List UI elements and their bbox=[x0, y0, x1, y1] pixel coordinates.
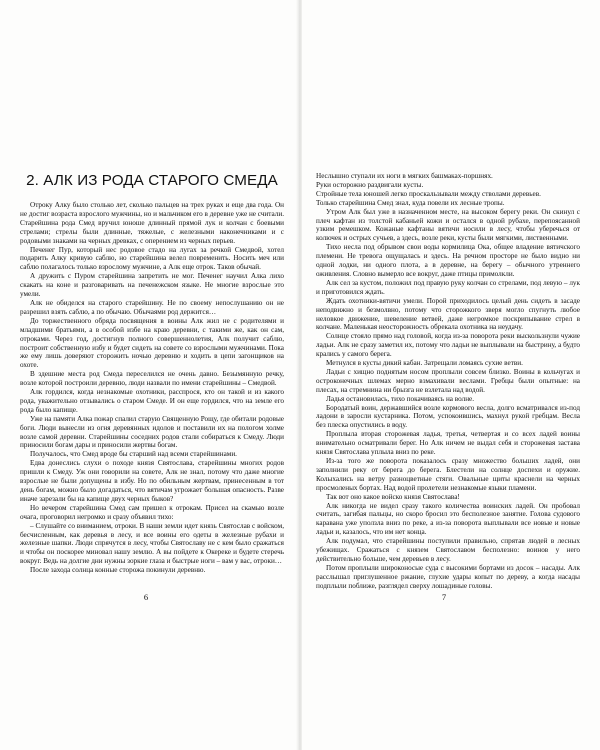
paragraph: Неслышно ступали их ноги в мягких башмаках-поршнях. bbox=[316, 172, 493, 180]
paragraph: А дружить с Пуром старейшина запретить не мог. Печенег научил Алка лихо скакать на коне и разговаривать на печенежском языке. Не многие взрослые это умели. bbox=[20, 272, 284, 299]
paragraph: Алк гордился, когда незнакомые охотники, расспрося, кто он такой и из какого рода, уважительно отзывались о старом Смеде. И он еще гордился, что на земле его рода было капище. bbox=[20, 388, 284, 414]
paragraph: До торжественного обряда посвящения в воины Алк жил не с родителями и младшими братьями, а в особой избе на краю деревни, с такими же, как он сам, отроками. Через год, достигнув полного совершеннолетия, Алк получит саблю, построит собственную избу и будет сидеть на совете со взрослыми мужчинами. Пока же ему лишь доверяют сторожить ночью деревню и ходить в цепи загонщиков на охоте. bbox=[20, 316, 284, 370]
right-page bbox=[302, 0, 600, 750]
paragraph: Стройные тела юношей легко проскальзывали между стволами деревьев. bbox=[316, 189, 541, 198]
paragraph: Отроку Алку было столько лет, сколько пальцев на трех руках и еще два года. Он не достиг возраста взрослого мужчины, но и мальчиком его в деревне уже не считали. Старейшина рода Смед вручил юноше длинный прямой лук и колчан с боевыми стрелами; стрелы были длинные, тяжелые, с железными наконечниками и с родовыми знаками на черных древках, с оперением из черных перьев. bbox=[20, 201, 284, 245]
paragraph: Потом проплыли широконосые суда с высокими бортами из досок – насады. Алк расслышал приглушенное ржание, глухие удары копыт по дереву, а когда насады подплыли поближе, разглядел сверху лошадиные головы. bbox=[316, 563, 580, 590]
paragraph: В здешние места род Смеда переселился не очень давно. Безымянную речку, возле которой построили деревню, люди назвали по имени старейшины – Смедвой. bbox=[20, 370, 284, 388]
paragraph: Солнце стояло прямо над головой, когда из-за поворота реки выскользнули чужие ладьи. Алк не сразу заметил их, потому что ладьи не выплывали на быстрину, а будто крались у самого берега. bbox=[316, 332, 580, 359]
right-page-body bbox=[316, 172, 580, 591]
paragraph: Уже на памяти Алка пожар спалил старую Священную Рощу, где обитали родовые боги. Люди вынесли из огня деревянных идолов и поставили их на пологом холме возле самой деревни. Старейшины соседних родов стали собираться к Смеду. Люди приносили богам дары и приносили жертвы богам. bbox=[20, 414, 284, 450]
paragraph: Только старейшина Смед знал, куда повели их лесные тропы. bbox=[316, 198, 505, 207]
paragraph: Алк подумал, что старейшины поступили правильно, спрятав людей в лесных убежищах. Сражаться с князем Святославом бесполезно: воинов у него действительно больше, чем деревьев в лесу. bbox=[316, 537, 580, 563]
paragraph: Проплыла вторая сторожевая ладья, третья, четвертая и со всех ладей воины внимательно осматривали берег. Но Алк ничем не выдал себя и сторожевая застава князя Святослава уплыла вниз по реке. bbox=[316, 430, 580, 457]
paragraph: Печенег Пур, который нес родовое стадо на лугах за речкой Смедвой, хотел подарить Алку кривую саблю, но старейшина велел повременить. Носить меч или саблю полагалось только взрослому мужчине, а Алк еще отрок. Таков обычай. bbox=[20, 245, 284, 272]
paragraph: Так вот оно какое войско князя Святослава! bbox=[326, 492, 460, 501]
paragraph: Ждать охотники-вятичи умели. Порой приходилось целый день сидеть в засаде неподвижно и безмолвно, потому что сторожкого зверя могло спугнуть любое неловкое движение, шевеление ветвей, даже негромкое поскрипывание стрел в колчане. Маленькая неосторожность обрекала охотника на неудачу. bbox=[316, 296, 580, 332]
paragraph: Едва донеслись слухи о походе князя Святослава, старейшины многих родов пришли к Смеду. Уж они говорили на совете, Алк не знал, потому что даже многие взрослые не были допущены в избу. Но по обильным жертвам, принесенным в тот день богам, можно было догадаться, что вятичам угрожает большая опасность. Разве иначе зарезали бы на капище двух черных быков? bbox=[20, 459, 284, 503]
left-page-body bbox=[20, 201, 284, 575]
chapter-title: 2. АЛК ИЗ РОДА СТАРОГО СМЕДА bbox=[26, 172, 278, 189]
paragraph: Ладьи с хищно поднятым носом проплыли совсем близко. Воины в кольчугах и остроконечных шлемах мерно взмахивали веслами. Гребцы были опытные: на плесах, на стремнина ни брызга не взлетала над водой. bbox=[316, 367, 580, 394]
paragraph: Из-за того же поворота показалось сразу множество больших ладей, они заполнили реку от берега до берега. Блестели на солнце доспехи и оружие. Колыхались на ветру разноцветные стяги. Овальные щиты краснели на черных просмоленых бортах. Над водой пролетели незнакомые языки пламени. bbox=[316, 457, 580, 492]
left-page bbox=[0, 0, 298, 750]
page-number-right: 7 bbox=[441, 592, 447, 602]
paragraph: Утром Алк был уже в назначенном месте, на высоком берегу реки. Он скинул с плеч кафтан из толстой кабаньей кожи и остался в одной рубахе, перепоясанной узким ремешком. Кожаные кафтаны вятичи носили в лесу, чтобы уберечься от колючек и острых сучьев, а здесь, возле реки, кусты были мягкими, лиственными. bbox=[316, 207, 580, 243]
paragraph: Руки осторожно раздвигали кусты. bbox=[316, 180, 424, 189]
page-number-left: 6 bbox=[143, 592, 149, 602]
paragraph: После захода солнца конные сторожа покинули деревню. bbox=[30, 566, 206, 575]
paragraph: Алк не обиделся на старого старейшину. Не по своему непослушанию он не разрешил взять саблю, а по обычаю. Обычаями род держится… bbox=[20, 298, 284, 316]
paragraph: – Слушайте со вниманием, отроки. В наши земли идет князь Святослав с войском, бесчисленным, как деревья в лесу, и все воины его одеты в железные рубахи и железные шапки. Люди спрячутся в лесу, чтобы Святославу не с кем было сражаться и чтобы он поскорее миновал нашу землю. А вы пойдете к Окереке и будете стеречь вокруг. Ведь на долгие дни нужны зоркие глаза и быстрые ноги – вам у вас, отроки… bbox=[20, 521, 284, 566]
paragraph: Алк сел за кустом, положил под правую руку колчан со стрелами, под левую – лук и приготовился ждать. bbox=[316, 278, 580, 296]
paragraph: Получалось, что Смед вроде бы старший над всеми старейшинами. bbox=[30, 450, 237, 459]
paragraph: Ладья остановилась, тихо покачиваясь на волне. bbox=[326, 394, 475, 403]
paragraph: Метнулся в кусты дикий кабан. Затрещали ломаясь сухие ветви. bbox=[326, 359, 523, 368]
paragraph: Но вечером старейшина Смед сам пришел к отрокам. Присел на скамью возле очага, проговорил негромко и сразу объявил тихо: bbox=[20, 503, 284, 521]
paragraph: Бородатый воин, державшийся возле кормового весла, долго всматривался из-под ладони в заросли кустарника. Потом, успокоившись, махнул рукой гребцам. Весла без плеска опустились в воду. bbox=[316, 403, 580, 430]
paragraph: Тихо несла под обрывом свои воды кормилица Ока, общее владение вятичского племени. Не тревога ощущалась и здесь. На речном просторе не было видно ни одной лодки, ни одного плота, а в деревне, на берегу – обычного утреннего оживления. Словно вымерло все вокруг, даже птицы примолкли. bbox=[316, 243, 580, 278]
paragraph: Алк никогда не видел сразу такого количества воинских ладей. Он пробовал считать, загибая пальцы, но скоро бросил это бесполезное занятие. Голова судового каравана уже уползла вниз по реке, а из-за поворота выплывали все новые и новые ладьи и, казалось, что им нет конца. bbox=[316, 501, 580, 537]
